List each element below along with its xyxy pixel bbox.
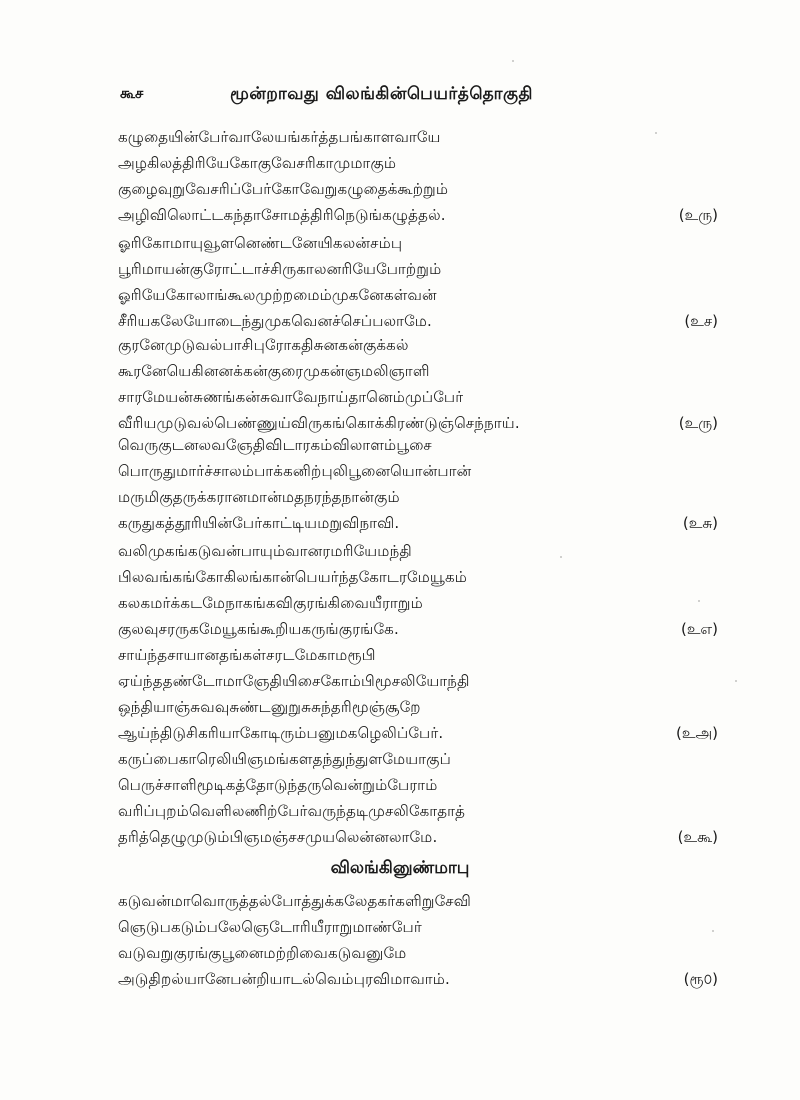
paper-speck [512,60,514,62]
verse-number: (உசு) [682,514,718,532]
verse-line: குலவுசரருகமேயூகங்கூறியகருங்குரங்கே. [118,620,399,638]
verse-number: (உரு) [678,206,718,224]
verse-line: பெருச்சாளிமூடிகத்தோடுந்தருவென்றும்பேராம் [118,776,438,794]
verse-line: கருப்பைகாரெலியிஞமங்களதந்துந்துளமேயாகுப் [118,750,451,768]
verse-line: பிலவங்கங்கோகிலங்கான்பெயர்ந்தகோடரமேயூகம் [118,568,468,586]
verse-line: வெருகுடனலவஞேதிவிடாரகம்விலாளம்பூசை [118,436,432,454]
verse-line: கூரனேயெகினனக்கன்குரைமுகன்ஞமலிஞாளி [118,362,430,380]
verse-line: ஒந்தியாஞ்சுவவுசுண்டனுறுசுசுந்தரிமூஞ்சூறே [118,698,421,716]
stanza-29 [118,746,718,850]
verse-line: பொருதுமார்ச்சாலம்பாக்கனிற்புலிபூனையொன்பான் [118,462,472,480]
stanza-25b [118,332,718,436]
paper-speck [735,680,737,682]
page-header [0,84,800,114]
stanza-27 [118,538,718,642]
verse-line: கருதுகத்தூரியின்பேர்காட்டியமறுவிநாவி. [118,514,400,532]
verse-line: சாரமேயன்சுணங்கன்சுவாவேநாய்தானெம்முப்பேர் [118,388,464,406]
verse-line: தரித்தெழுமுடும்பிஞமஞ்சசமுயலென்னலாமே. [118,828,438,846]
verse-line: சீரியகலேயோடைந்துமுகவெனச்செப்பலாமே. [118,312,432,330]
verse-number: (உகூ) [677,828,718,846]
verse-line: ஞெடுபகடும்பலேஞெடோரியீராறுமாண்பேர் [118,918,422,936]
verse-number: (உரு) [678,414,718,432]
verse-line: வலிமுகங்கடுவன்பாயும்வானரமரியேமந்தி [118,542,412,560]
running-title: மூன்றாவது விலங்கின்பெயர்த்தொகுதி [230,84,533,104]
paper-speck [560,556,562,558]
verse-line: ஆய்ந்திடுசிகரியாகோடிரும்பனுமகழெலிப்பேர். [118,724,444,742]
page-number: கூச [120,84,144,102]
verse-number: (உஅ) [676,724,718,742]
section-heading: விலங்கினுண்மாபு [330,858,470,878]
verse-number: (ரூ௦) [683,970,718,988]
verse-line: வரிப்புறம்வெளிலணிற்பேர்வருந்தடிமுசலிகோதாத் [118,802,466,820]
verse-line: வீரியமுடுவல்பெண்ணுய்விருகங்கொக்கிரண்டுஞ்செந்நாய். [118,414,520,432]
verse-line: அழிவிலொட்டகந்தாசோமத்திரிநெடுங்கழுத்தல். [118,206,446,224]
stanza-28 [118,642,718,746]
stanza-26 [118,432,718,536]
verse-line: அடுதிறல்யானேபன்றியாடல்வெம்புரவிமாவாம். [118,970,451,988]
verse-line: மருமிகுதருக்கரானமான்மதநரந்தநான்கும் [118,488,400,506]
verse-line: வடுவறுகுரங்குபூனைமற்றிவைகடுவனுமே [118,944,407,962]
paper-speck [712,930,714,932]
paper-speck [655,132,657,134]
verse-line: சாய்ந்தசாயானதங்கள்சரடமேகாமரூபி [118,646,376,664]
stanza-24 [118,230,718,334]
verse-line: பூரிமாயன்குரோட்டாச்சிருகாலனரியேபோற்றும் [118,260,442,278]
verse-number: (உச) [684,312,718,330]
paper-speck [698,600,700,602]
verse-line: கடுவன்மாவொருத்தல்போத்துக்கலேதகர்களிறுசேவி [118,892,472,910]
verse-line: ஏய்ந்ததண்டோமாஞேதியிசைகோம்பிமூசலியோந்தி [118,672,470,690]
verse-line: கழுதையின்பேர்வாலேயங்கர்த்தபங்காளவாயே [118,128,441,146]
verse-line: கலகமர்க்கடமேநாகங்கவிகுரங்கிவையீராறும் [118,594,423,612]
verse-line: குரனேமுடுவல்பாசிபுரோகதிசுனகன்குக்கல் [118,336,409,354]
stanza-25 [118,124,718,228]
verse-number: (உஎ) [680,620,718,638]
verse-line: ஓரிகோமாயுவூளனெண்டனேயிகலன்சம்பு [118,234,403,252]
verse-line: ஓரியேகோலாங்கூலமுற்றமைம்முகனேகள்வன் [118,286,437,304]
verse-line: குழைவுறுவேசரிப்பேர்கோவேறுகழுதைக்கூற்றும் [118,180,449,198]
verse-line: அழகிலத்திரியேகோகுவேசரிகாமுமாகும் [118,154,397,172]
stanza-30 [118,888,718,992]
